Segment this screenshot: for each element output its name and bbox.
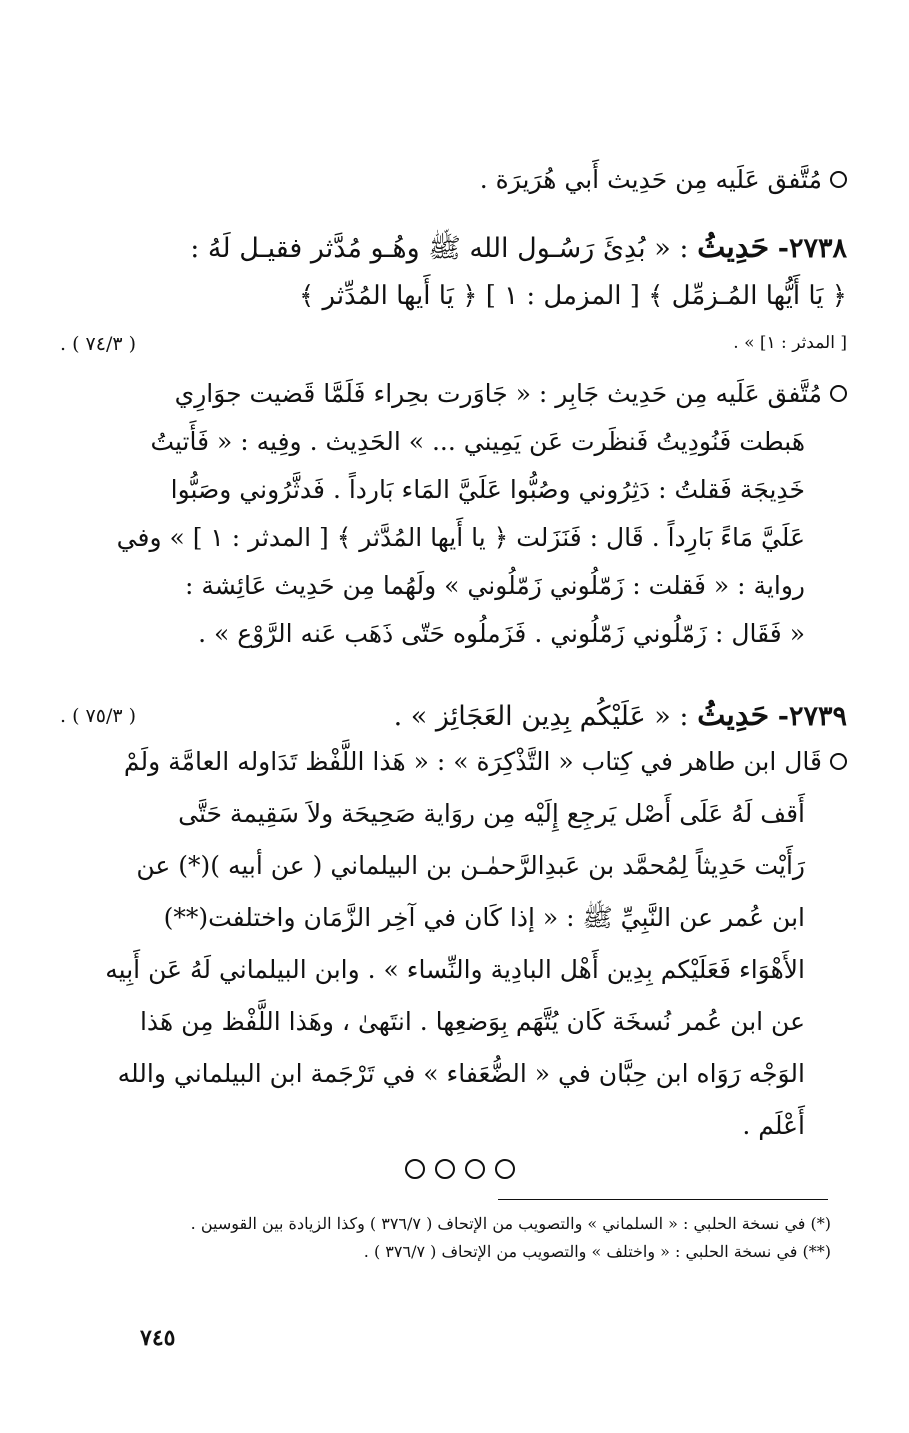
footnote: (**) في نسخة الحلبي : « واختلف » والتصويب من الإتحاف ( ٣٧٦/٧ ) .	[363, 1242, 831, 1261]
commentary-line: عن ابن عُمر نُسخَة كَان يُتَّهَم بِوَضعِها . انتَهىٰ ، وهَذا اللَّفْظ مِن هَذا	[139, 1007, 805, 1036]
commentary-line: خَدِيجَة فَقلتُ : دَثِرُوني وصُبُّوا عَلَيَّ المَاء بَارداً . فَدثَّرُوني وصَبُّوا	[170, 475, 805, 504]
ring-ornament-icon	[495, 1159, 515, 1179]
commentary-line: الوَجْه رَوَاه ابن حِبَّان في « الضُّعَفاء » في تَرْجَمة ابن البيلماني والله	[117, 1059, 805, 1088]
verse-reference: [ المدثر : ١] » .	[733, 333, 847, 353]
hadith-number: ٢٧٣٨-	[777, 233, 847, 264]
ring-ornament-icon	[435, 1159, 455, 1179]
commentary-line: مُتَّفق عَلَيه مِن حَدِيث جَابِر : « جَاوَرت بحِراء فَلَمَّا قَضيت جوَارِي	[175, 374, 847, 414]
commentary-line: رَأَيْت حَدِيثاً لِمُحمَّد بن عَبدِالرَّحمٰـن بن البيلماني ( عن أبيه )(*) عن	[136, 851, 805, 880]
hadith-text: : « عَلَيْكُم بِدِين العَجَائِز » .	[393, 701, 689, 732]
ring-bullet-icon	[830, 753, 847, 770]
footnote-rule	[498, 1199, 828, 1200]
ring-ornament-icon	[465, 1159, 485, 1179]
hadith-heading	[190, 228, 847, 268]
commentary-line: الأَهْوَاء فَعَلَيْكم بِدِين أَهْل البادِية والنِّساء » . وابن البيلماني لَهُ عَن أَبِيه	[105, 955, 805, 984]
commentary-line: عَلَيَّ مَاءً بَارِداً . قَال : فَنَزَلت ﴿ يا أَيها المُدَّثر ﴾ [ المدثر : ١ ] » وفي	[116, 523, 805, 552]
hadith-number: ٢٧٣٩-	[777, 701, 847, 732]
commentary-line: أَعْلَم .	[742, 1111, 805, 1140]
commentary-line: « فَقَال : زَمّلُوني زَمّلُوني . فَزَملُوه حَتّى ذَهَب عَنه الرَّوْع » .	[198, 619, 805, 648]
hadith-text: : « بُدِئَ رَسُـول الله ﷺ وهُـو مُدَّثر فقيـل لَهُ :	[190, 233, 689, 264]
commentary-line: قَال ابن طاهر في كِتاب « التَّذْكِرَة » : « هَذا اللَّفْظ تَدَاوله العامَّة ولَمْ	[124, 742, 847, 782]
ring-bullet-icon	[830, 385, 847, 402]
footnote: (*) في نسخة الحلبي : « السلماني » والتصويب من الإتحاف ( ٣٧٦/٧ ) وكذا الزيادة بين القوسين .	[190, 1214, 831, 1233]
hadith-heading	[394, 696, 847, 736]
volume-page-reference: ( ٧٤/٣ ) .	[60, 333, 137, 355]
commentary-line: مُتَّفق عَلَيه مِن حَدِيث أَبي هُرَيرَة .	[480, 160, 847, 200]
commentary-line: هَبطت فَنُودِيتُ فَنظَرت عَن يَمِيني ... » الحَدِيث . وفِيه : « فَأَتيتُ	[150, 427, 805, 456]
volume-page-reference: ( ٧٥/٣ ) .	[60, 705, 137, 727]
hadith-verses: ﴿ يَا أَيُّها المُـزمِّل ﴾ [ المزمل : ١ ] ﴿ يَا أَيها المُدِّثر ﴾	[298, 281, 847, 311]
commentary-line: رواية : « فَقلت : زَمّلُوني زَمّلُوني » ولَهُما مِن حَدِيث عَائِشة :	[185, 571, 805, 600]
page-number: ٧٤٥	[140, 1325, 176, 1351]
commentary-line: ابن عُمر عن النَّبِيِّ ﷺ : « إذا كَان في آخِر الزَّمَان واختلفت(**)	[163, 903, 805, 932]
ring-ornament-icon	[405, 1159, 425, 1179]
commentary-line: أَقف لَهُ عَلَى أَصْل يَرجِع إِلَيْه مِن روَاية صَحِيحَة ولاَ سَقِيمة حَتَّى	[178, 799, 805, 828]
hadith-label: حَدِيثُ	[697, 230, 770, 265]
hadith-label: حَدِيثُ	[697, 698, 770, 733]
section-separator	[405, 1159, 545, 1183]
ring-bullet-icon	[830, 171, 847, 188]
